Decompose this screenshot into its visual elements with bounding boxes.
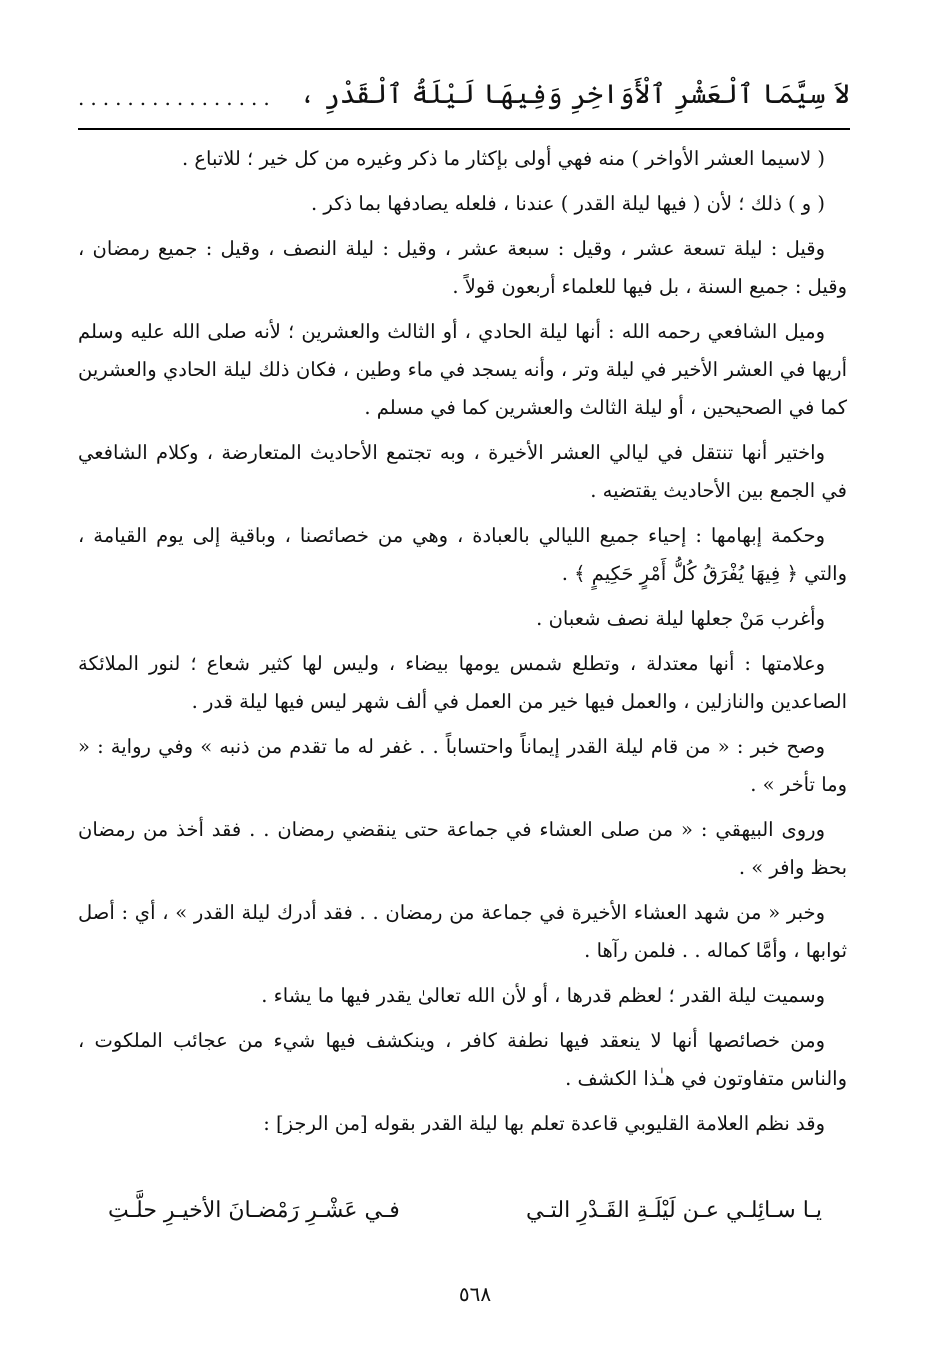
page-number: ٥٦٨ — [458, 1282, 492, 1306]
running-header — [78, 60, 850, 110]
header-rule — [78, 128, 850, 130]
verse-second-hemistich: فـي عَشْـرِ رَمْضـانَ الأخيـرِ حلَّـتِ — [108, 1198, 400, 1223]
paragraph: وقد نظم العلامة القليوبي قاعدة تعلم بها ليلة القدر بقوله [من الرجز] : — [263, 1112, 825, 1135]
poem-verse — [108, 1198, 822, 1223]
paragraph: وأغرب مَنْ جعلها ليلة نصف شعبان . — [536, 607, 825, 630]
paragraph: وسميت ليلة القدر ؛ لعظم قدرها ، أو لأن الله تعالىٰ يقدر فيها ما يشاء . — [261, 984, 825, 1007]
paragraph: واختير أنها تنتقل في ليالي العشر الأخيرة ، وبه تجتمع الأحاديث المتعارضة ، وكلام الشافعي في الجمع بين الأحاديث يقتضيه . — [78, 441, 847, 502]
paragraph: وعلامتها : أنها معتدلة ، وتطلع شمس يومها بيضاء ، وليس لها كثير شعاع ؛ لنور الملائكة الصاعدين والنازلين ، والعمل فيها خير من العمل في ألف شهر ليس فيها ليلة قدر . — [78, 652, 847, 713]
paragraph: وقيل : ليلة تسعة عشر ، وقيل : سبعة عشر ، وقيل : ليلة النصف ، وقيل : جميع رمضان ، وقيل : جميع السنة ، بل فيها للعلماء أربعون قولاً . — [78, 237, 847, 298]
paragraph: وصح خبر : « من قام ليلة القدر إيماناً واحتساباً . . غفر له ما تقدم من ذنبه » وفي رواية : « وما تأخر » . — [78, 735, 847, 796]
paragraph: وروى البيهقي : « من صلى العشاء في جماعة حتى ينقضي رمضان . . فقد أخذ من رمضان بحظ وافر » . — [78, 818, 847, 879]
paragraph: ( و ) ذلك ؛ لأن ( فيها ليلة القدر ) عندنا ، فلعله يصادفها بما ذكر . — [311, 192, 825, 215]
paragraph: ( لاسيما العشر الأواخر ) منه فهي أولى بإكثار ما ذكر وغيره من كل خير ؛ للاتباع . — [181, 147, 825, 170]
paragraph: وحكمة إبهامها : إحياء جميع الليالي بالعبادة ، وهي من خصائصنا ، وباقية إلى يوم القيامة ، والتي ﴿ فِيهَا يُفْرَقُ كُلُّ أَمْرٍ حَكِيمٍ ﴾ . — [78, 524, 847, 585]
verse-first-hemistich: يـا سـائِلـي عـن لَيْلَـةِ القَـدْرِ التـي — [526, 1198, 822, 1223]
header-title: لاَ سِيَّمَا ٱلْعَشْرِ ٱلْأَوَاخِرِ وَفِيهَا لَيْلَةُ ٱلْقَدْرِ ، — [299, 79, 850, 110]
paragraph: وميل الشافعي رحمه الله : أنها ليلة الحادي ، أو الثالث والعشرين ؛ لأنه صلى الله عليه وسلم أريها في العشر الأخير في ليلة وتر ، وأنه يسجد في ماء وطين ، فكان ذلك ليلة الحادي والعشرين كما في الصحيحين ، أو ليلة الثالث والعشرين كما في مسلم . — [78, 320, 847, 419]
main-text — [78, 140, 847, 1150]
paragraph: ومن خصائصها أنها لا ينعقد فيها نطفة كافر ، وينكشف فيها شيء من عجائب الملكوت ، والناس متفاوتون في هـٰذا الكشف . — [78, 1029, 847, 1090]
header-dots: ................ — [78, 86, 276, 110]
paragraph: وخبر « من شهد العشاء الأخيرة في جماعة من رمضان . . فقد أدرك ليلة القدر » ، أي : أصل ثوابها ، وأمَّا كماله . . فلمن رآها . — [78, 901, 847, 962]
